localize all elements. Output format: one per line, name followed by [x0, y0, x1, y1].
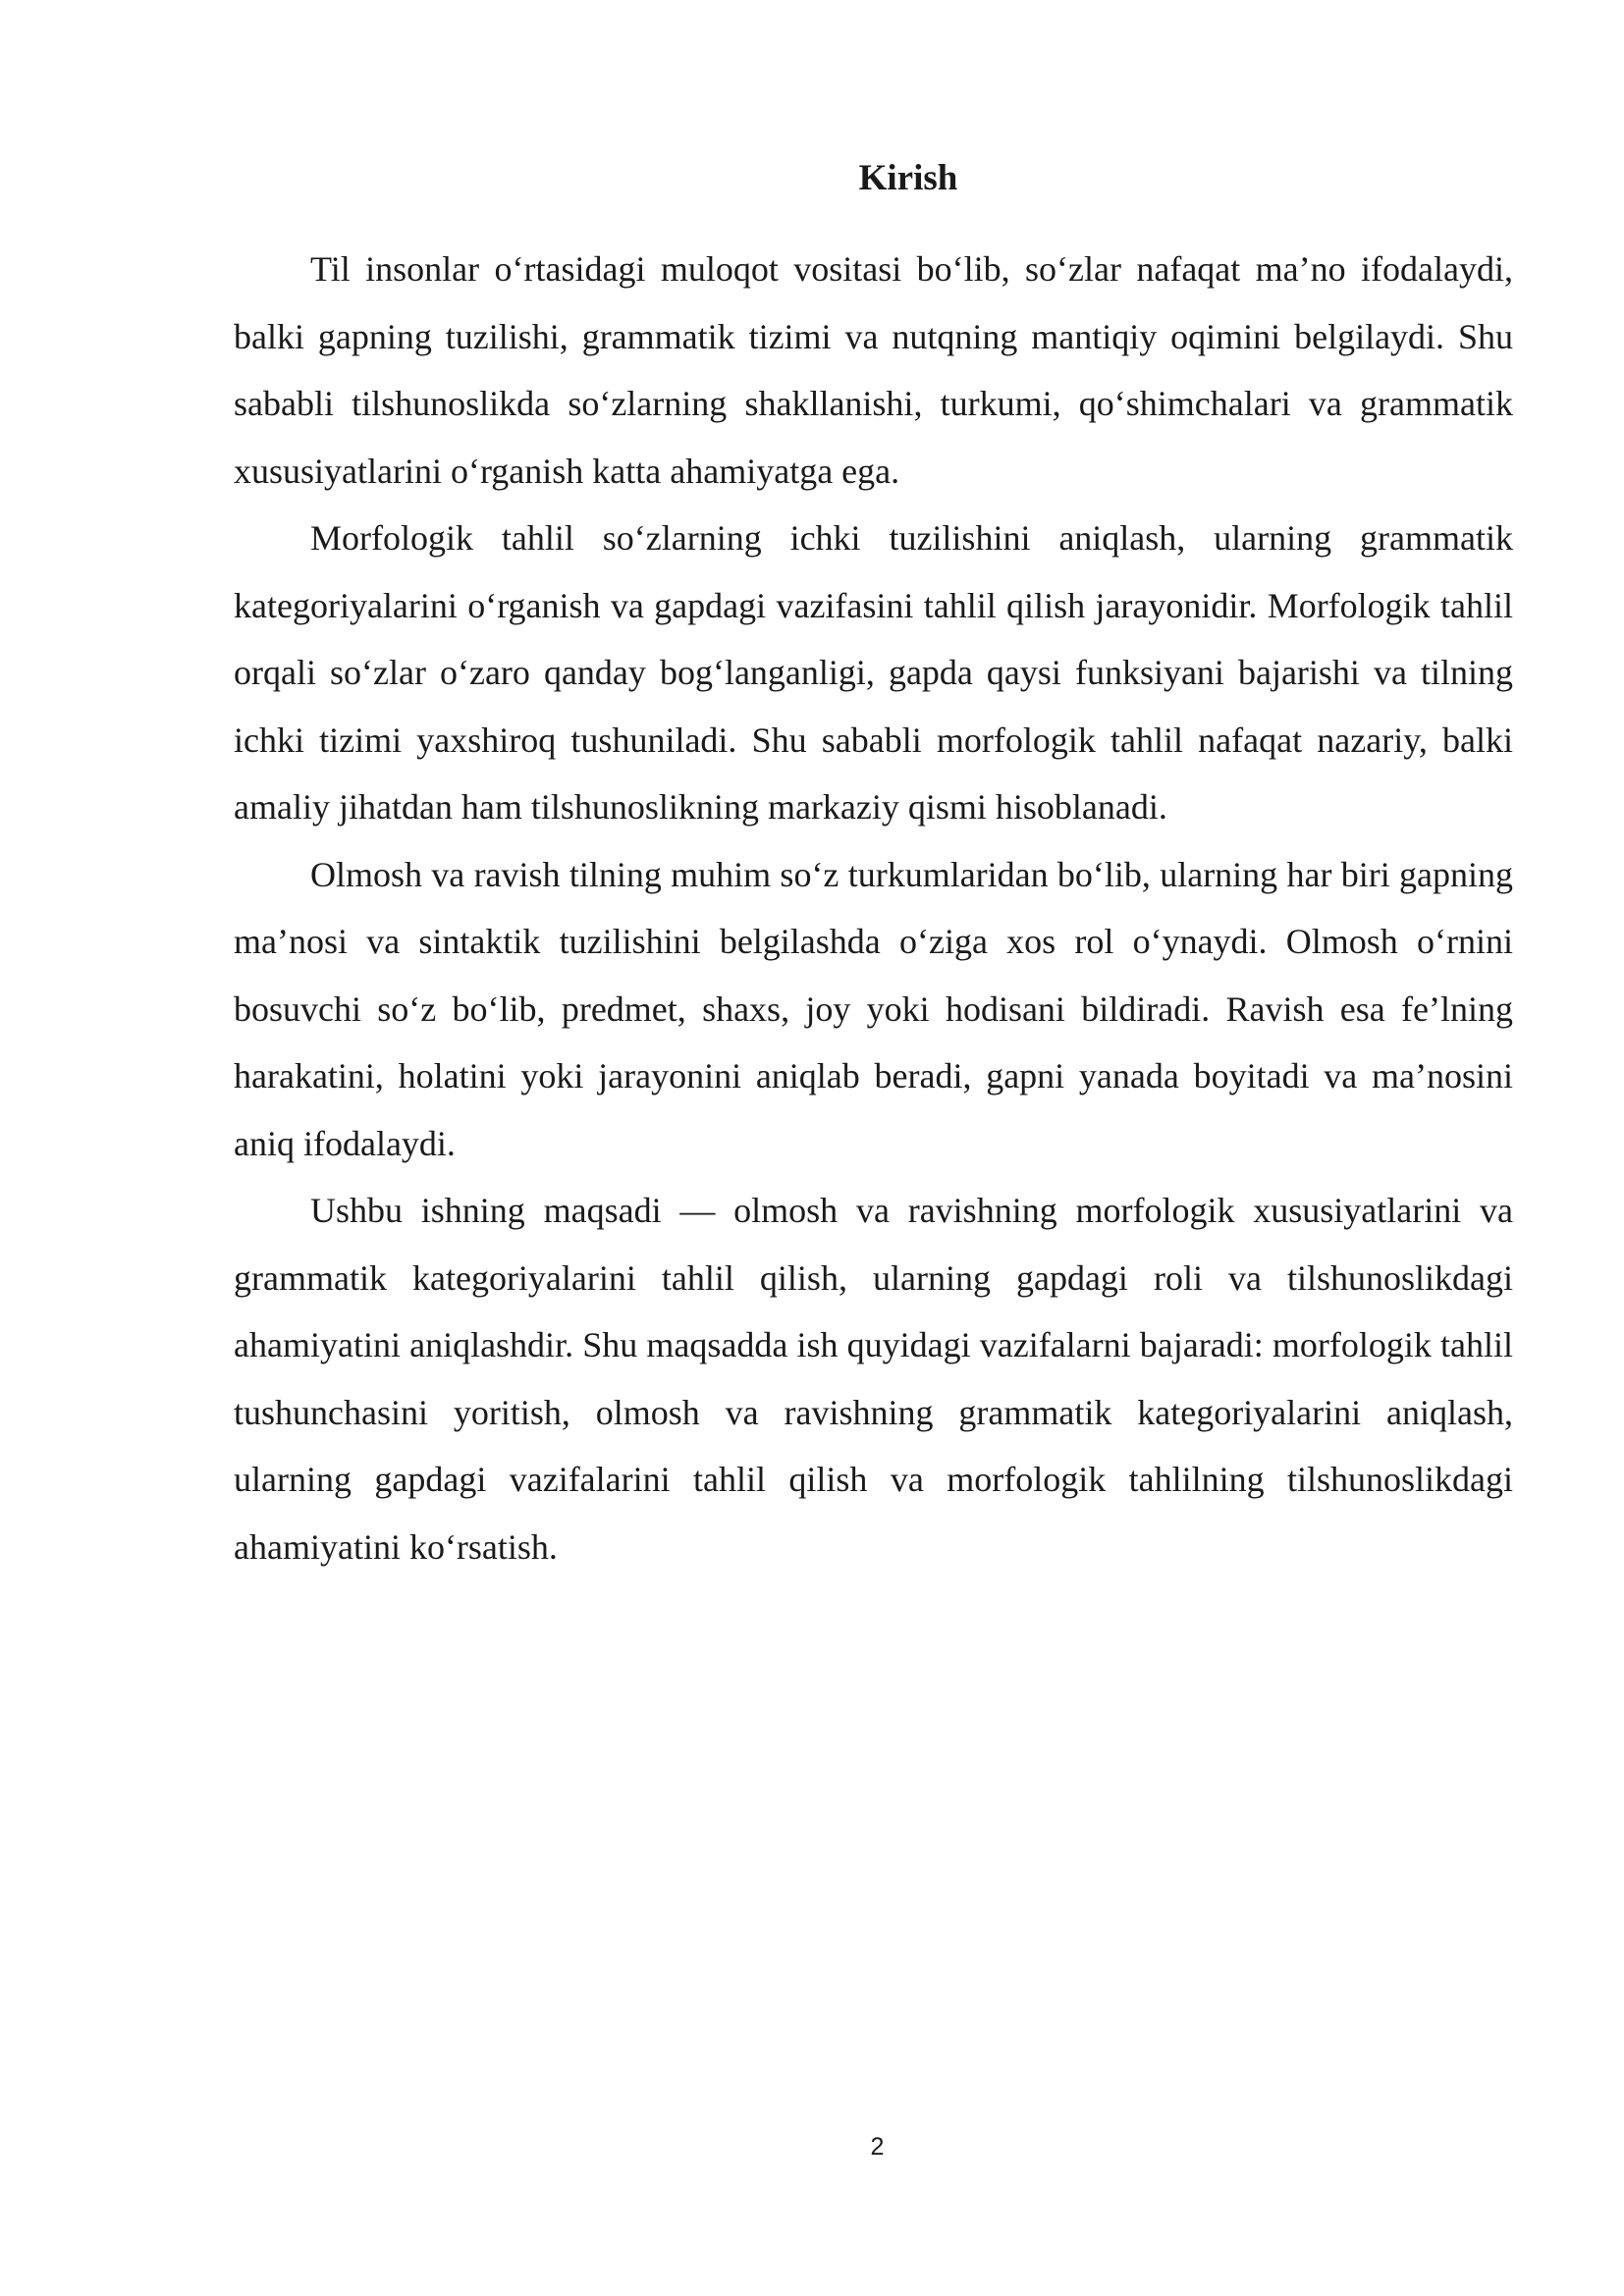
paragraph-1: Til insonlar o‘rtasidagi muloqot vositasi bo‘lib, so‘zlar nafaqat ma’no ifodalaydi, balki gapning tuzilishi, grammatik tizimi va nutqning mantiqiy oqimini belgilaydi. Shu sababli tilshunoslikda so‘zlarning shakllanishi, turkumi, qo‘shimchalari va grammatik xususiyatlarini o‘rganish katta ahamiyatga ega.: [234, 249, 1513, 491]
paragraph-4: Ushbu ishning maqsadi — olmosh va ravishning morfologik xususiyatlarini va grammatik kategoriyalarini tahlil qilish, ularning gapdagi roli va tilshunoslikdagi ahamiyatini aniqlashdir. Shu maqsadda ish quyidagi vazifalarni bajaradi: morfologik tahlil tushunchasini yoritish, olmosh va ravishning grammatik kategoriyalarini aniqlash, ularning gapdagi vazifalarini tahlil qilish va morfologik tahlilning tilshunoslikdagi ahamiyatini ko‘rsatish.: [234, 1191, 1513, 1567]
body-text: [234, 236, 1513, 1580]
paragraph-2: Morfologik tahlil so‘zlarning ichki tuzilishini aniqlash, ularning grammatik kategoriyalarini o‘rganish va gapdagi vazifasini tahlil qilish jarayonidir. Morfologik tahlil orqali so‘zlar o‘zaro qanday bog‘langanligi, gapda qaysi funksiyani bajarishi va tilning ichki tizimi yaxshiroq tushuniladi. Shu sababli morfologik tahlil nafaqat nazariy, balki amaliy jihatdan ham tilshunoslikning markaziy qismi hisoblanadi.: [234, 518, 1513, 827]
paragraph-3: Olmosh va ravish tilning muhim so‘z turkumlaridan bo‘lib, ularning har biri gapning ma’nosi va sintaktik tuzilishini belgilashda o‘ziga xos rol o‘ynaydi. Olmosh o‘rnini bosuvchi so‘z bo‘lib, predmet, shaxs, joy yoki hodisani bildiradi. Ravish esa fe’lning harakatini, holatini yoki jarayonini aniqlab beradi, gapni yanada boyitadi va ma’nosini aniq ifodalaydi.: [234, 854, 1513, 1163]
page-number: 2: [870, 2133, 885, 2161]
page-title: Kirish: [858, 158, 958, 198]
